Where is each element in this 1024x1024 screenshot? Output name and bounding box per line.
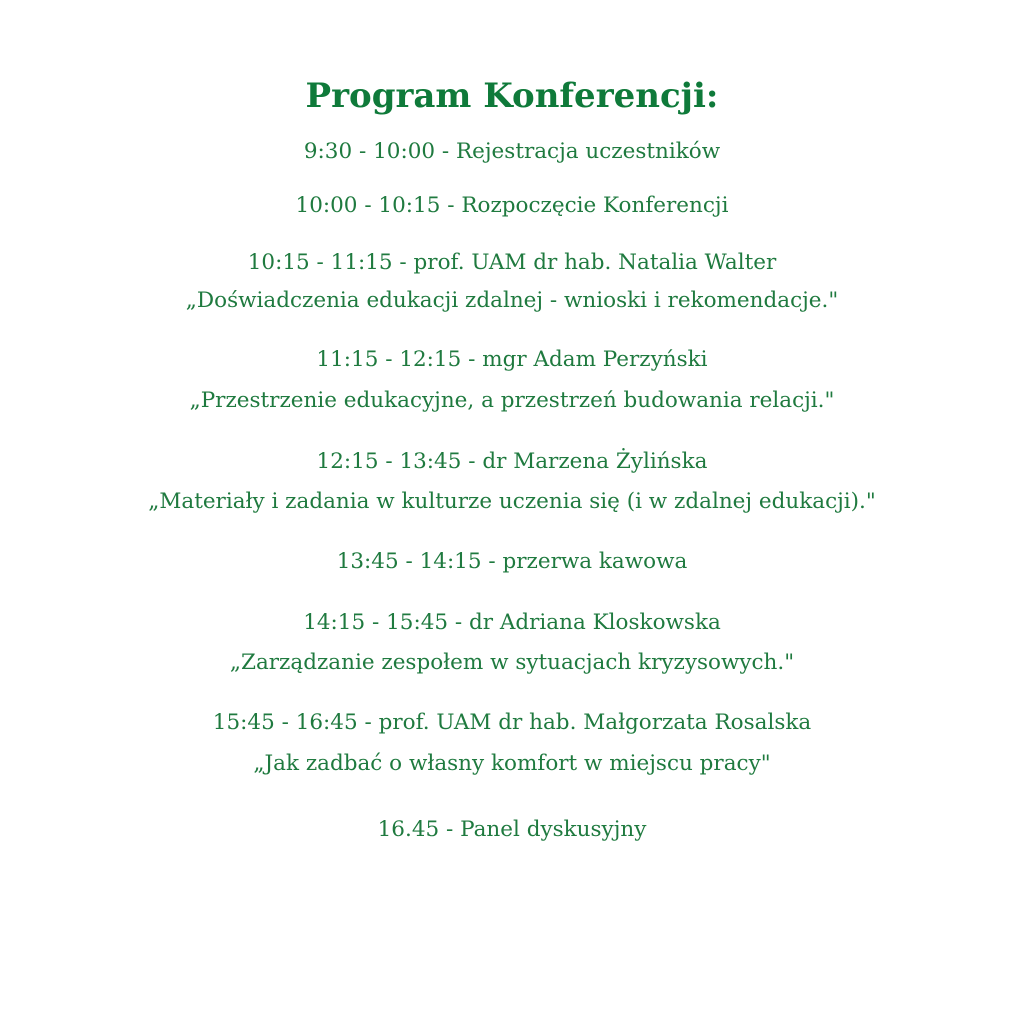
agenda-item-4-time: 11:15 - 12:15 - mgr Adam Perzyński [316,347,708,372]
agenda-item-6-time: 13:45 - 14:15 - przerwa kawowa [336,549,688,574]
agenda-item-8-time: 15:45 - 16:45 - prof. UAM dr hab. Małgorzata Rosalska [212,710,812,735]
agenda-item-3-topic: „Doświadczenia edukacji zdalnej - wnioski i rekomendacje." [185,288,839,313]
agenda-item-2-time: 10:00 - 10:15 - Rozpoczęcie Konferencji [295,193,729,218]
agenda-item-7-topic: „Zarządzanie zespołem w sytuacjach kryzysowych." [229,650,795,675]
agenda-item-8-topic: „Jak zadbać o własny komfort w miejscu pracy" [253,751,771,776]
agenda-item-4-topic: „Przestrzenie edukacyjne, a przestrzeń budowania relacji." [189,388,835,413]
agenda-item-5-topic: „Materiały i zadania w kulturze uczenia się (i w zdalnej edukacji)." [148,489,876,514]
agenda-item-3-time: 10:15 - 11:15 - prof. UAM dr hab. Natalia Walter [247,250,777,275]
agenda-item-1-time: 9:30 - 10:00 - Rejestracja uczestników [303,139,721,164]
page-title: Program Konferencji: [305,76,719,116]
agenda-item-9-time: 16.45 - Panel dyskusyjny [377,817,647,842]
agenda-item-5-time: 12:15 - 13:45 - dr Marzena Żylińska [316,449,708,474]
agenda-item-7-time: 14:15 - 15:45 - dr Adriana Kloskowska [303,610,721,635]
